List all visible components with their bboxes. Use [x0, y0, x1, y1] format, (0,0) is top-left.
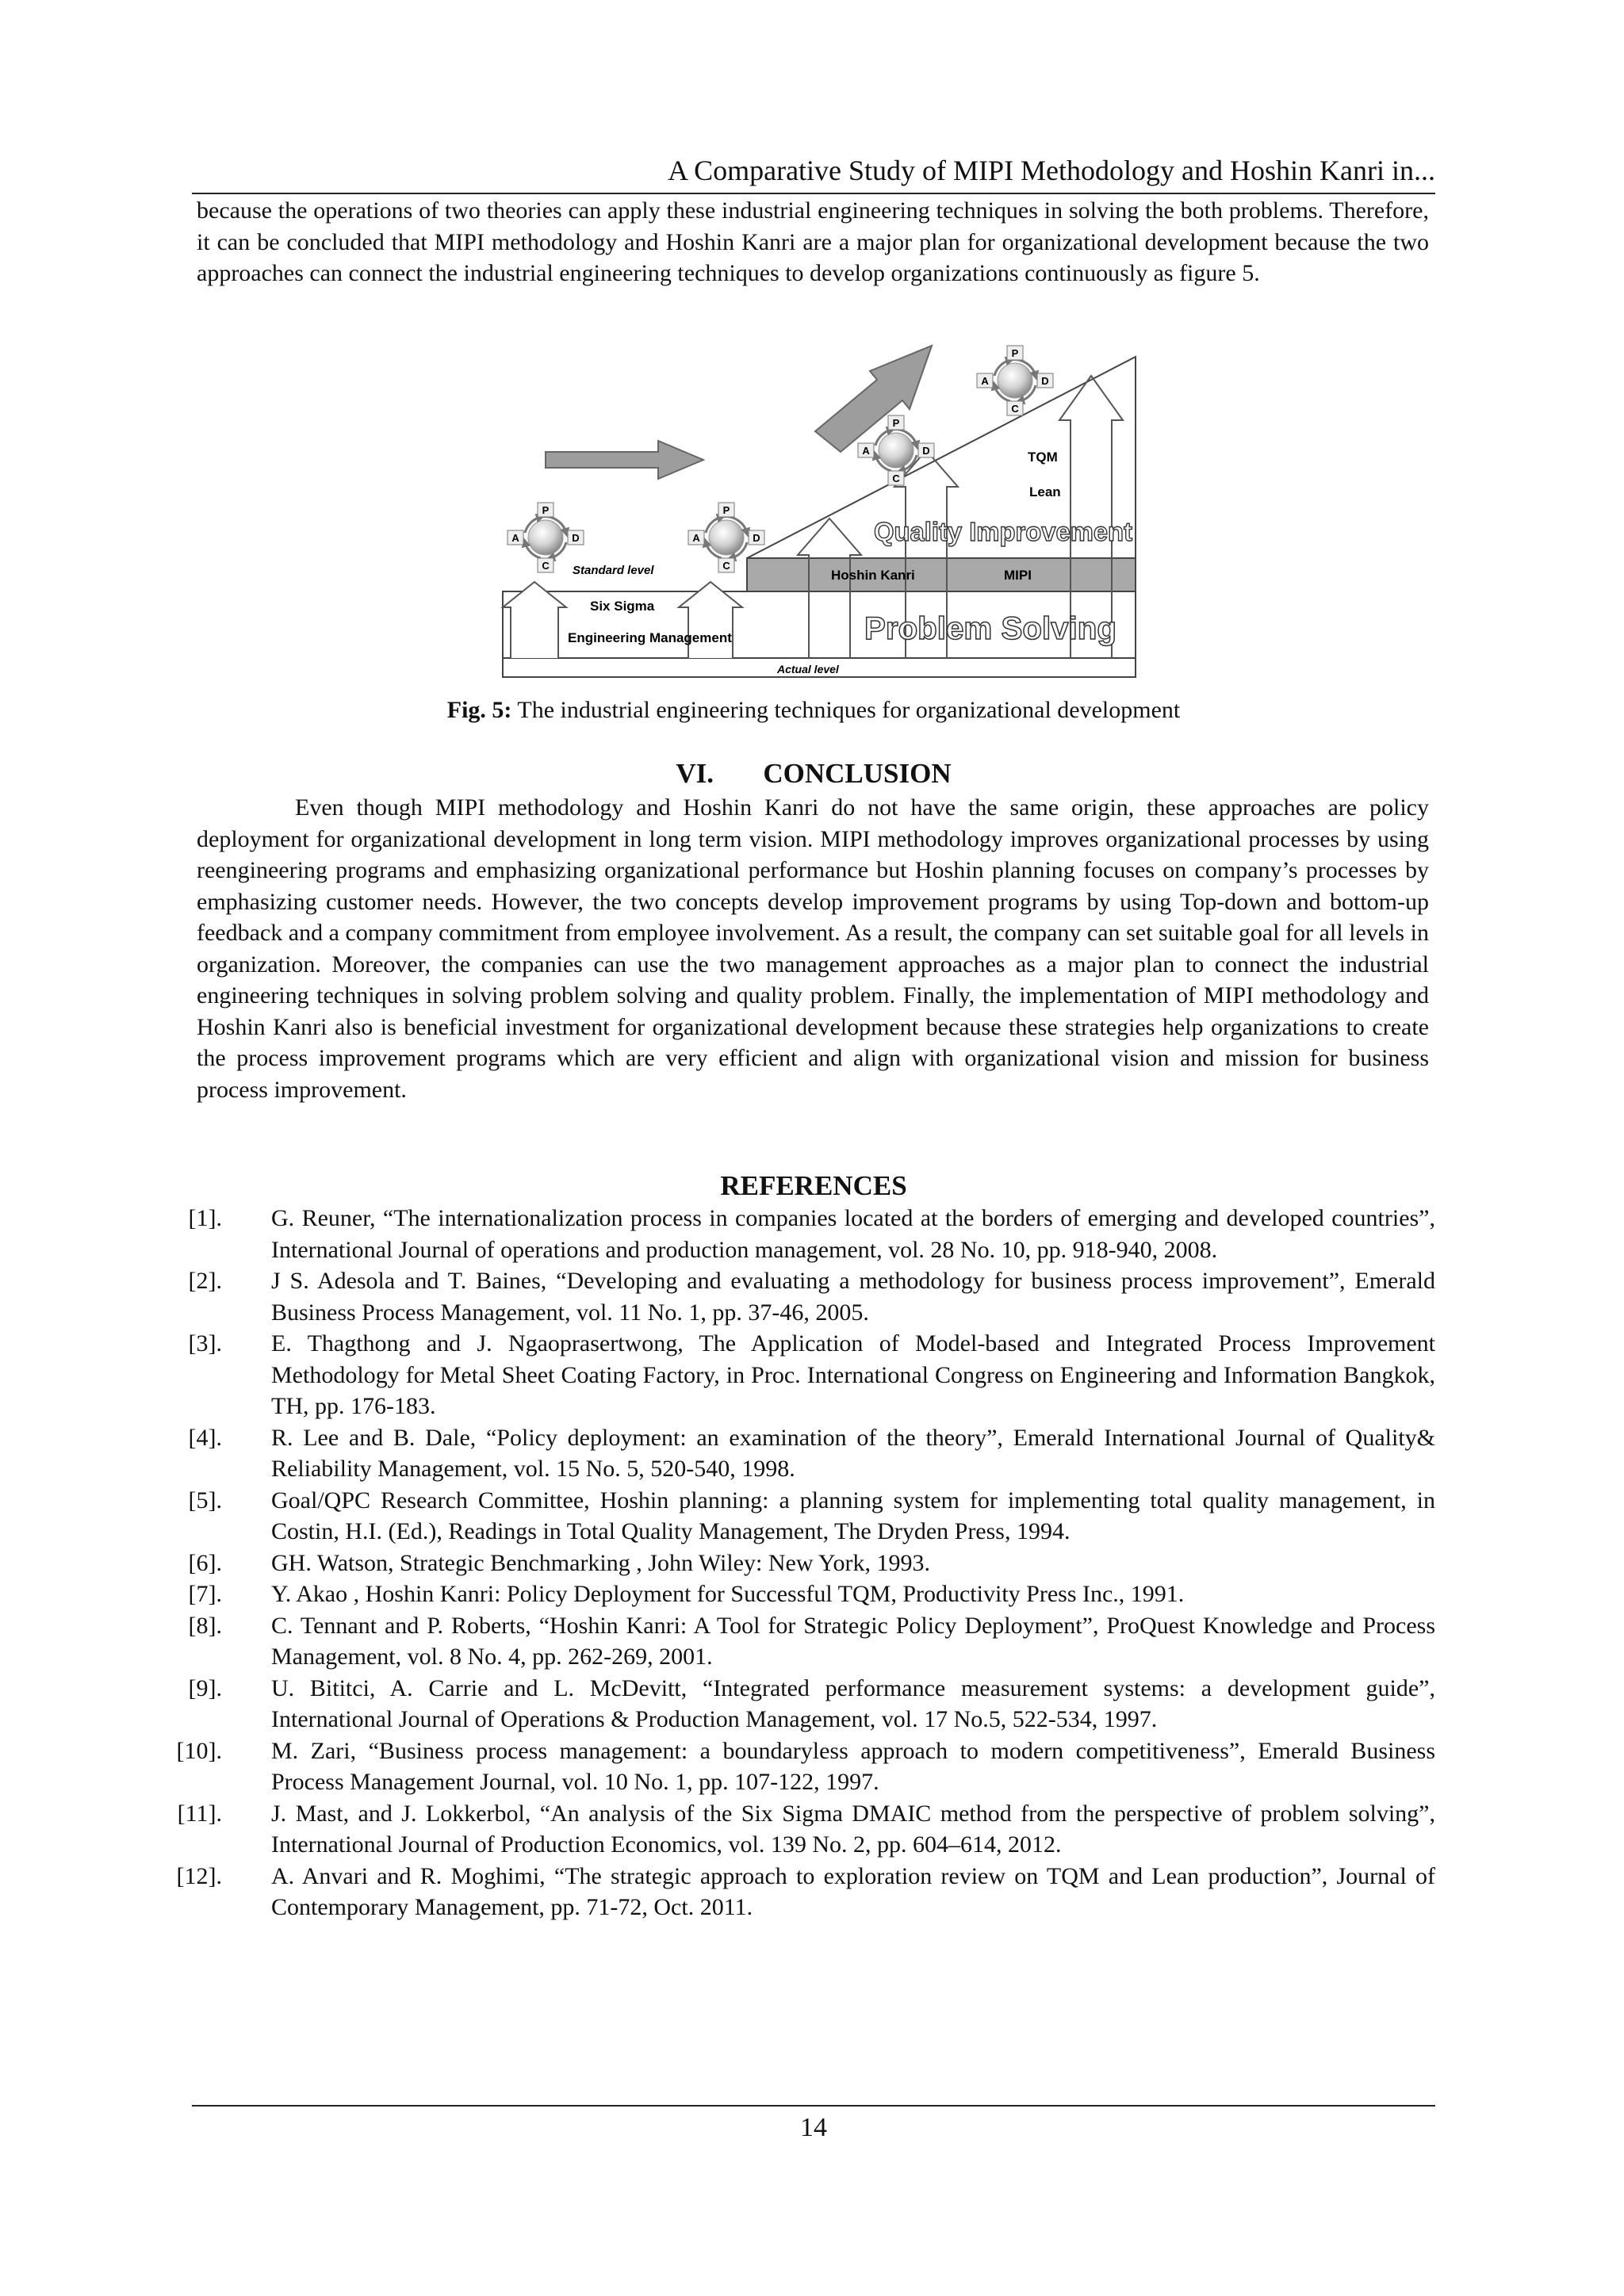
pdca-2-d: D: [753, 532, 760, 544]
reference-item: [159, 1203, 1435, 1265]
pdca-1-c: C: [542, 560, 550, 572]
diagonal-arrow: [815, 346, 932, 452]
reference-text: R. Lee and B. Dale, “Policy deployment: an examination of the theory”, Emerald International Journal of Quality& Reliability Management, vol. 15 No. 5, 520-540, 1998.: [271, 1424, 1435, 1482]
reference-number: [2].: [188, 1268, 222, 1294]
reference-number: [6].: [188, 1549, 222, 1576]
figure-caption-label: Fig. 5:: [446, 697, 512, 723]
lean-label: Lean: [1029, 484, 1061, 499]
conclusion-heading: [192, 756, 1435, 791]
reference-item: [159, 1578, 1435, 1610]
reference-text: C. Tennant and P. Roberts, “Hoshin Kanri: A Tool for Strategic Policy Deployment”, ProQuest Knowledge and Process Management, vol. 8 No. 4, pp. 262-269, 2001.: [271, 1612, 1435, 1670]
reference-item: [159, 1328, 1435, 1422]
reference-item: [159, 1798, 1435, 1861]
hoshin-kanri-label: Hoshin Kanri: [831, 568, 915, 583]
reference-number: [12].: [176, 1862, 222, 1889]
figure-5: [500, 331, 1139, 690]
horizontal-arrow: [546, 441, 703, 479]
reference-item: [159, 1422, 1435, 1485]
reference-text: Y. Akao , Hoshin Kanri: Policy Deployment for Successful TQM, Productivity Press Inc., 1991.: [271, 1581, 1185, 1607]
reference-text: U. Bititci, A. Carrie and L. McDevitt, “Integrated performance measurement systems: a development guide”, International Journal of Operations & Production Management, vol. 17 No.5, 522-534, 1997.: [271, 1674, 1435, 1732]
reference-item: [159, 1610, 1435, 1673]
reference-number: [1].: [188, 1205, 222, 1231]
page-number: 14: [800, 2113, 827, 2142]
reference-item: [159, 1485, 1435, 1548]
reference-text: E. Thagthong and J. Ngaoprasertwong, The Application of Model-based and Integrated Process Improvement Methodology for Metal Sheet Coating Factory, in Proc. International Congress on Engineering and Information Bangkok, TH, pp. 176-183.: [271, 1330, 1435, 1419]
reference-text: A. Anvari and R. Moghimi, “The strategic approach to exploration review on TQM and Lean production”, Journal of Contemporary Management, pp. 71-72, Oct. 2011.: [271, 1862, 1435, 1920]
conclusion-paragraph: Even though MIPI methodology and Hoshin Kanri do not have the same origin, these approaches are policy deployment for organizational development in long term vision. MIPI methodology improves organizational processes by using reengineering programs and emphasizing organizational performance but Hoshin planning focuses on company’s processes by emphasizing customer needs. However, the two concepts develop improvement programs by using Top-down and bottom-up feedback and a company commitment from employee involvement. As a result, the company can set suitable goal for all levels in organization. Moreover, the companies can use the two management approaches as a major plan to connect the industrial engineering techniques in solving problem solving and quality problem. Finally, the implementation of MIPI methodology and Hoshin Kanri also is beneficial investment for organizational development because these strategies help organizations to create the process improvement programs which are very efficient and align with organizational vision and mission for business process improvement.: [197, 794, 1429, 1103]
reference-text: Goal/QPC Research Committee, Hoshin planning: a planning system for implementing total quality management, in Costin, H.I. (Ed.), Readings in Total Quality Management, The Dryden Press, 1994.: [271, 1487, 1435, 1544]
reference-text: G. Reuner, “The internationalization process in companies located at the borders of emerging and developed countries”, International Journal of operations and production management, vol. 28 No. 10, pp. 918-940, 2008.: [271, 1205, 1435, 1263]
reference-text: M. Zari, “Business process management: a boundaryless approach to modern competitiveness”, Emerald Business Process Management Journal, vol. 10 No. 1, pp. 107-122, 1997.: [271, 1737, 1435, 1795]
pdca-4-a: A: [981, 375, 989, 387]
reference-item: [159, 1548, 1435, 1579]
conclusion-number: VI.: [676, 758, 714, 789]
reference-item: [159, 1861, 1435, 1923]
standard-level-label: Standard level: [573, 564, 654, 577]
reference-number: [11].: [177, 1800, 222, 1827]
reference-number: [5].: [188, 1487, 222, 1513]
reference-text: J. Mast, and J. Lokkerbol, “An analysis of the Six Sigma DMAIC method from the perspective of problem solving”, International Journal of Production Economics, vol. 139 No. 2, pp. 604–614, 2012.: [271, 1800, 1435, 1858]
reference-item: [159, 1265, 1435, 1328]
reference-number: [7].: [188, 1581, 222, 1607]
references-list: [159, 1203, 1435, 1923]
figure-caption-text: The industrial engineering techniques for organizational development: [517, 697, 1181, 723]
pdca-3-c: C: [892, 473, 900, 484]
six-sigma-label: Six Sigma: [590, 599, 655, 614]
tqm-label: TQM: [1028, 450, 1058, 465]
pdca-3-a: A: [862, 445, 870, 457]
reference-item: [159, 1673, 1435, 1735]
actual-level-label: Actual level: [777, 663, 839, 675]
reference-text: GH. Watson, Strategic Benchmarking , John Wiley: New York, 1993.: [271, 1549, 931, 1576]
engineering-management-label: Engineering Management: [568, 630, 732, 645]
pdca-2-a: A: [692, 532, 700, 544]
figure-caption: [192, 695, 1435, 726]
pdca-2-p: P: [722, 504, 730, 516]
pdca-1-d: D: [572, 532, 580, 544]
quality-improvement-label: Quality Improvement: [874, 517, 1133, 546]
pdca-4-d: D: [1041, 375, 1049, 387]
reference-number: [8].: [188, 1612, 222, 1639]
pdca-cycle-1: [508, 503, 584, 572]
reference-number: [10].: [176, 1737, 222, 1764]
pdca-1-p: P: [542, 504, 550, 516]
pdca-4-c: C: [1011, 403, 1019, 415]
pdca-3-p: P: [892, 417, 900, 429]
figure-5-diagram: [500, 331, 1139, 690]
pdca-2-c: C: [722, 560, 730, 572]
reference-text: J S. Adesola and T. Baines, “Developing and evaluating a methodology for business process improvement”, Emerald Business Process Management, vol. 11 No. 1, pp. 37-46, 2005.: [271, 1268, 1435, 1326]
reference-number: [9].: [188, 1674, 222, 1701]
header-rule: [192, 193, 1435, 194]
pdca-4-p: P: [1011, 347, 1019, 359]
reference-number: [4].: [188, 1424, 222, 1451]
reference-item: [159, 1735, 1435, 1798]
footer-rule: [192, 2105, 1435, 2107]
reference-number: [3].: [188, 1330, 222, 1357]
running-title: A Comparative Study of MIPI Methodology and Hoshin Kanri in...: [668, 155, 1435, 186]
hoshin-mipi-band: [747, 558, 1136, 591]
conclusion-title: CONCLUSION: [763, 758, 952, 789]
intro-paragraph: because the operations of two theories can apply these industrial engineering techniques in solving the both problems. Therefore, it can be concluded that MIPI methodology and Hoshin Kanri are a major plan for organizational development because the two approaches can connect the industrial engineering techniques to develop organizations continuously as figure 5.: [197, 197, 1429, 286]
problem-solving-label: Problem Solving: [864, 611, 1116, 646]
mipi-label: MIPI: [1004, 568, 1032, 583]
pdca-3-d: D: [922, 445, 930, 457]
references-heading: REFERENCES: [720, 1170, 907, 1201]
pdca-1-a: A: [511, 532, 519, 544]
